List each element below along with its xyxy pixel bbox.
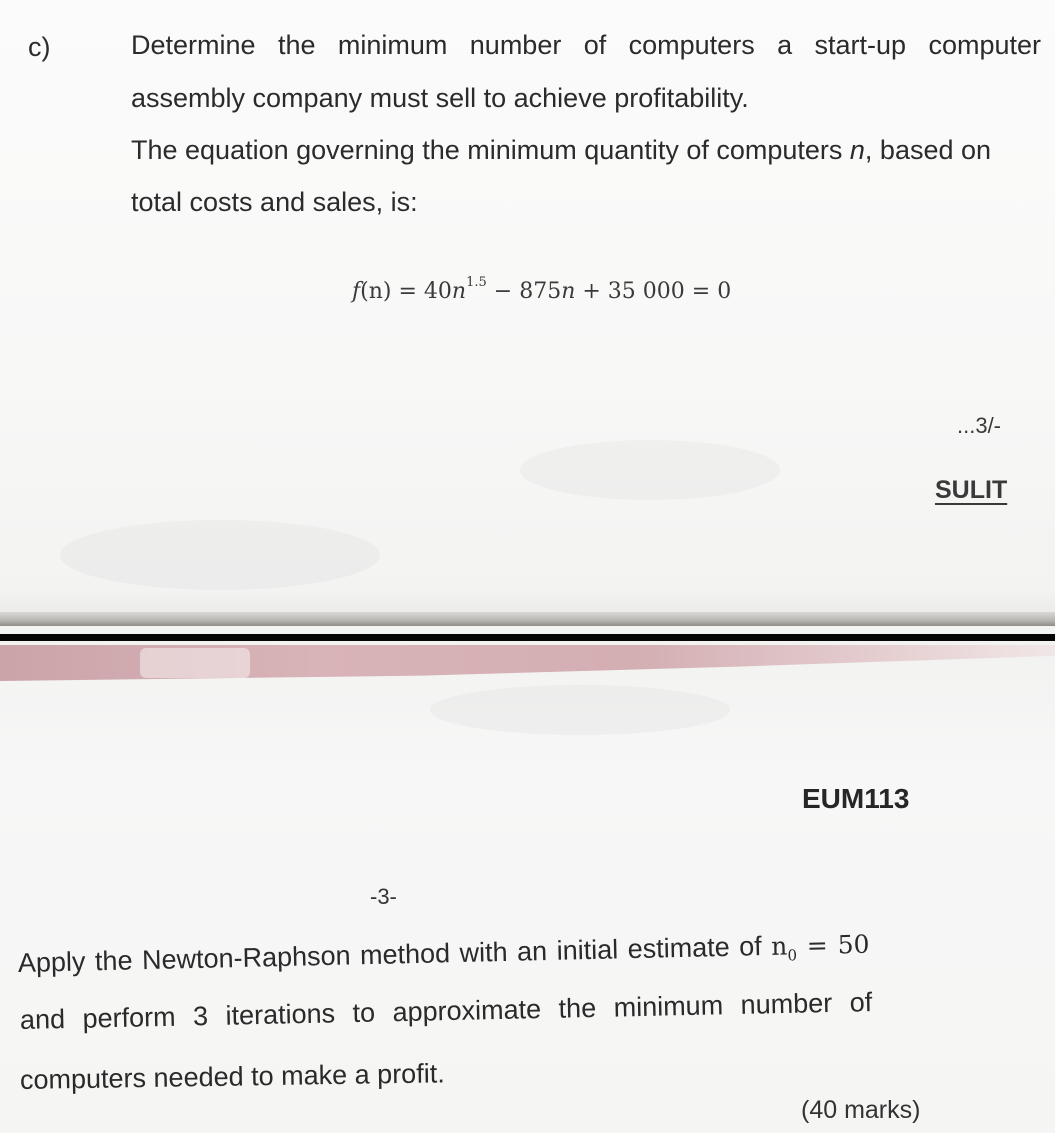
question-text-line-1: Determine the minimum number of computers a start-up computer xyxy=(131,30,1041,60)
question-text-line-4: total costs and sales, is: xyxy=(131,187,418,217)
marks-label: (40 marks) xyxy=(801,1096,921,1124)
band-highlight xyxy=(140,648,250,678)
question-text-segment: The equation governing the minimum quantity of computers xyxy=(131,135,850,165)
equation-part: = 40 xyxy=(391,279,452,304)
page-edge xyxy=(0,612,1055,626)
classification-label: SULIT xyxy=(935,476,1008,504)
question-text-segment: Apply the Newton-Raphson method with an initial estimate of xyxy=(17,930,772,978)
paper-smudge xyxy=(430,685,730,735)
initial-estimate xyxy=(770,929,870,965)
equation-variable: n xyxy=(561,279,576,304)
divider-gap xyxy=(0,626,1055,634)
paper-smudge xyxy=(520,440,780,500)
equation xyxy=(352,275,731,304)
paper-smudge xyxy=(60,520,380,590)
equation-argument: (n) xyxy=(360,279,392,304)
item-label: c) xyxy=(28,32,51,62)
equation-variable: n xyxy=(451,279,467,304)
photo-divider xyxy=(0,634,1055,641)
question-line-2: and perform 3 iterations to approximate the minimum number of xyxy=(19,987,873,1035)
equation-part: + 35 000 = 0 xyxy=(575,279,732,304)
initial-estimate-value: = 50 xyxy=(796,929,870,961)
question-text-line-3 xyxy=(131,137,991,164)
initial-estimate-base: n xyxy=(770,931,788,961)
question-text-line-2: assembly company must sell to achieve profitability. xyxy=(131,83,749,113)
page-continuation: ...3/- xyxy=(957,413,1002,438)
equation-function: f xyxy=(352,279,361,304)
variable-n: n xyxy=(849,135,865,165)
question-text-segment: , based on xyxy=(864,135,992,165)
initial-estimate-subscript: 0 xyxy=(787,946,798,965)
bottom-page-photo xyxy=(0,645,1055,1133)
page-number: -3- xyxy=(370,884,397,909)
course-code: EUM113 xyxy=(802,783,910,814)
question-line-3: computers needed to make a profit. xyxy=(19,1058,445,1095)
equation-part: − 875 xyxy=(486,279,562,304)
equation-exponent: 1.5 xyxy=(466,275,487,290)
